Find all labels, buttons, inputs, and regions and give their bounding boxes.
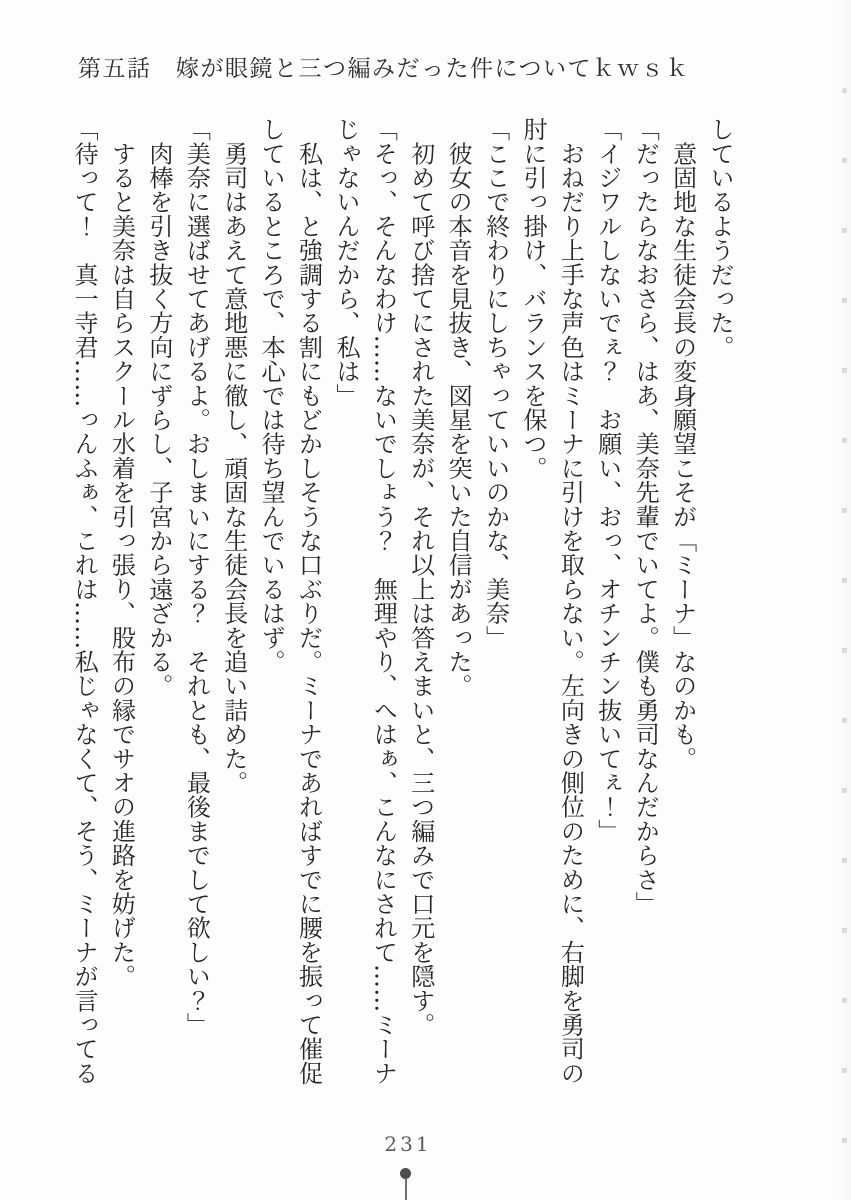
text-column: 私は、と強調する割にもどかしそうな口ぶりだ。ミーナであればすでに腰を振って催促 (294, 117, 323, 1085)
text-column: 「美奈に選ばせてあげるよ。おしまいにする？ それとも、最後までして欲しい？」 (182, 117, 211, 1037)
registration-dot (400, 1168, 411, 1179)
text-column: 肉棒を引き抜く方向にずらし、子宮から遠ざかる。 (144, 117, 173, 698)
text-column: しているようだった。 (706, 117, 734, 359)
registration-line (405, 1179, 407, 1200)
text-column: 初めて呼び捨てにされた美奈が、それ以上は答えまいと、三つ編みで口元を隠す。 (406, 117, 435, 1037)
text-column: しているところで、本心では待ち望んでいるはず。 (257, 117, 286, 674)
text-column: じゃないんだから、私は」 (331, 117, 360, 408)
text-column: 肘に引っ掛け、バランスを保つ。 (518, 117, 547, 480)
text-column: 勇司はあえて意地悪に徹し、頑固な生徒会長を追い詰めた。 (219, 117, 248, 795)
text-column: 彼女の本音を見抜き、図星を突いた自信があった。 (444, 117, 473, 698)
text-column: 「だったらなおさら、はあ、美奈先輩でいてよ。僕も勇司なんだからさ」 (631, 117, 660, 916)
text-column: すると美奈は自らスクール水着を引っ張り、股布の縁でサオの進路を妨げた。 (107, 117, 136, 989)
text-column: 「ここで終わりにしちゃっていいのかな、美奈」 (481, 117, 510, 650)
text-column: 「そっ、そんなわけ……ないでしょう？ 無理やり、へはぁ、こんなにされて……ミーナ (369, 117, 398, 1085)
text-column: 「イジワルしないでぇ？ お願い、おっ、オチンチン抜いてぇ！」 (593, 117, 622, 843)
page-number: 231 (384, 1132, 432, 1156)
chapter-heading: 第五話 嫁が眼鏡と三つ編みだった件についてｋｗｓｋ (78, 56, 691, 82)
text-column: 「待って！ 真一寺君……っんふぁ、これは……私じゃなくて、そう、ミーナが言ってる (70, 117, 99, 1085)
text-column: 意固地な生徒会長の変身願望こそが「ミーナ」なのかも。 (668, 117, 697, 771)
binding-edge-marks (842, 88, 847, 1163)
text-column: おねだり上手な声色はミーナに引けを取らない。左向きの側位のために、右脚を勇司の (556, 117, 585, 1085)
body-text (65, 117, 738, 1092)
